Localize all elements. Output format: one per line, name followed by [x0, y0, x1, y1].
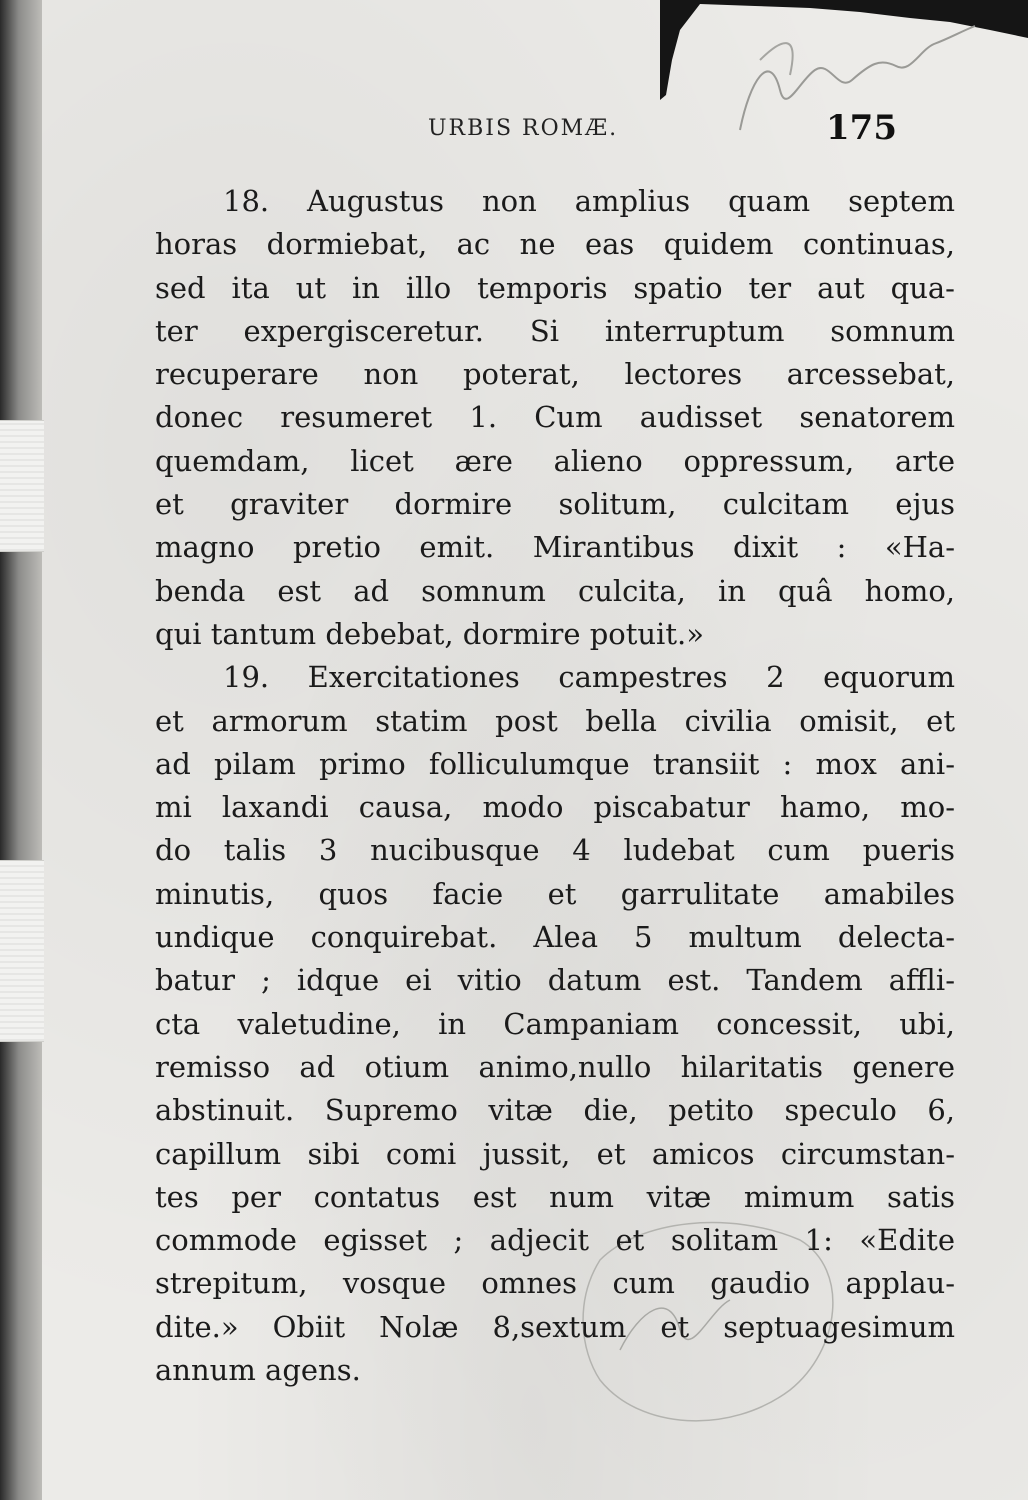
text-line: horas dormiebat, ac ne eas quidem continuas,: [155, 227, 955, 262]
text-line: do talis 3 nucibusque 4 ludebat cum pueris: [155, 833, 955, 868]
text-line: strepitum, vosque omnes cum gaudio applau-: [155, 1266, 955, 1301]
text-line: batur ; idque ei vitio datum est. Tandem affli-: [155, 963, 955, 998]
text-line: benda est ad somnum culcita, in quâ homo,: [155, 573, 955, 608]
text-line: cta valetudine, in Campaniam concessit, ubi,: [155, 1006, 955, 1041]
text-line: et graviter dormire solitum, culcitam ejus: [155, 487, 955, 522]
text-line: et armorum statim post bella civilia omisit, et: [155, 703, 955, 738]
page-header: [0, 108, 1028, 154]
text-line: capillum sibi comi jussit, et amicos circumstan-: [155, 1136, 955, 1171]
binding-tape-lower: [0, 860, 44, 1042]
text-line: abstinuit. Supremo vitæ die, petito speculo 6,: [155, 1093, 955, 1128]
text-line: minutis, quos facie et garrulitate amabiles: [155, 876, 955, 911]
text-line: quemdam, licet ære alieno oppressum, arte: [155, 443, 955, 478]
text-line: undique conquirebat. Alea 5 multum delecta-: [155, 920, 955, 955]
text-line: remisso ad otium animo,nullo hilaritatis genere: [155, 1049, 955, 1084]
text-line: annum agens.: [155, 1353, 361, 1388]
text-line: mi laxandi causa, modo piscabatur hamo, mo-: [155, 790, 955, 825]
text-line: dite.» Obiit Nolæ 8,sextum et septuagesimum: [155, 1309, 955, 1344]
torn-page-corner: [660, 0, 1028, 120]
text-line: 18. Augustus non amplius quam septem: [223, 184, 955, 218]
text-line: sed ita ut in illo temporis spatio ter aut qua-: [155, 270, 955, 305]
text-line: qui tantum debebat, dormire potuit.»: [155, 616, 704, 651]
page-number: 175: [826, 108, 897, 148]
text-line: ter expergisceretur. Si interruptum somnum: [155, 313, 955, 348]
text-line: tes per contatus est num vitæ mimum satis: [155, 1179, 955, 1214]
body-text: [155, 180, 955, 1392]
running-head: URBIS ROMÆ.: [428, 116, 619, 141]
page-binding-edge: [0, 0, 42, 1500]
binding-tape-upper: [0, 420, 44, 552]
text-line: ad pilam primo folliculumque transiit : mox ani-: [155, 746, 955, 781]
text-line: donec resumeret 1. Cum audisset senatorem: [155, 400, 955, 435]
text-line: commode egisset ; adjecit et solitam 1: «Edite: [155, 1223, 955, 1258]
text-line: 19. Exercitationes campestres 2 equorum: [223, 660, 955, 695]
text-line: magno pretio emit. Mirantibus dixit : «Ha-: [155, 530, 955, 565]
text-line: recuperare non poterat, lectores arcessebat,: [155, 357, 955, 392]
